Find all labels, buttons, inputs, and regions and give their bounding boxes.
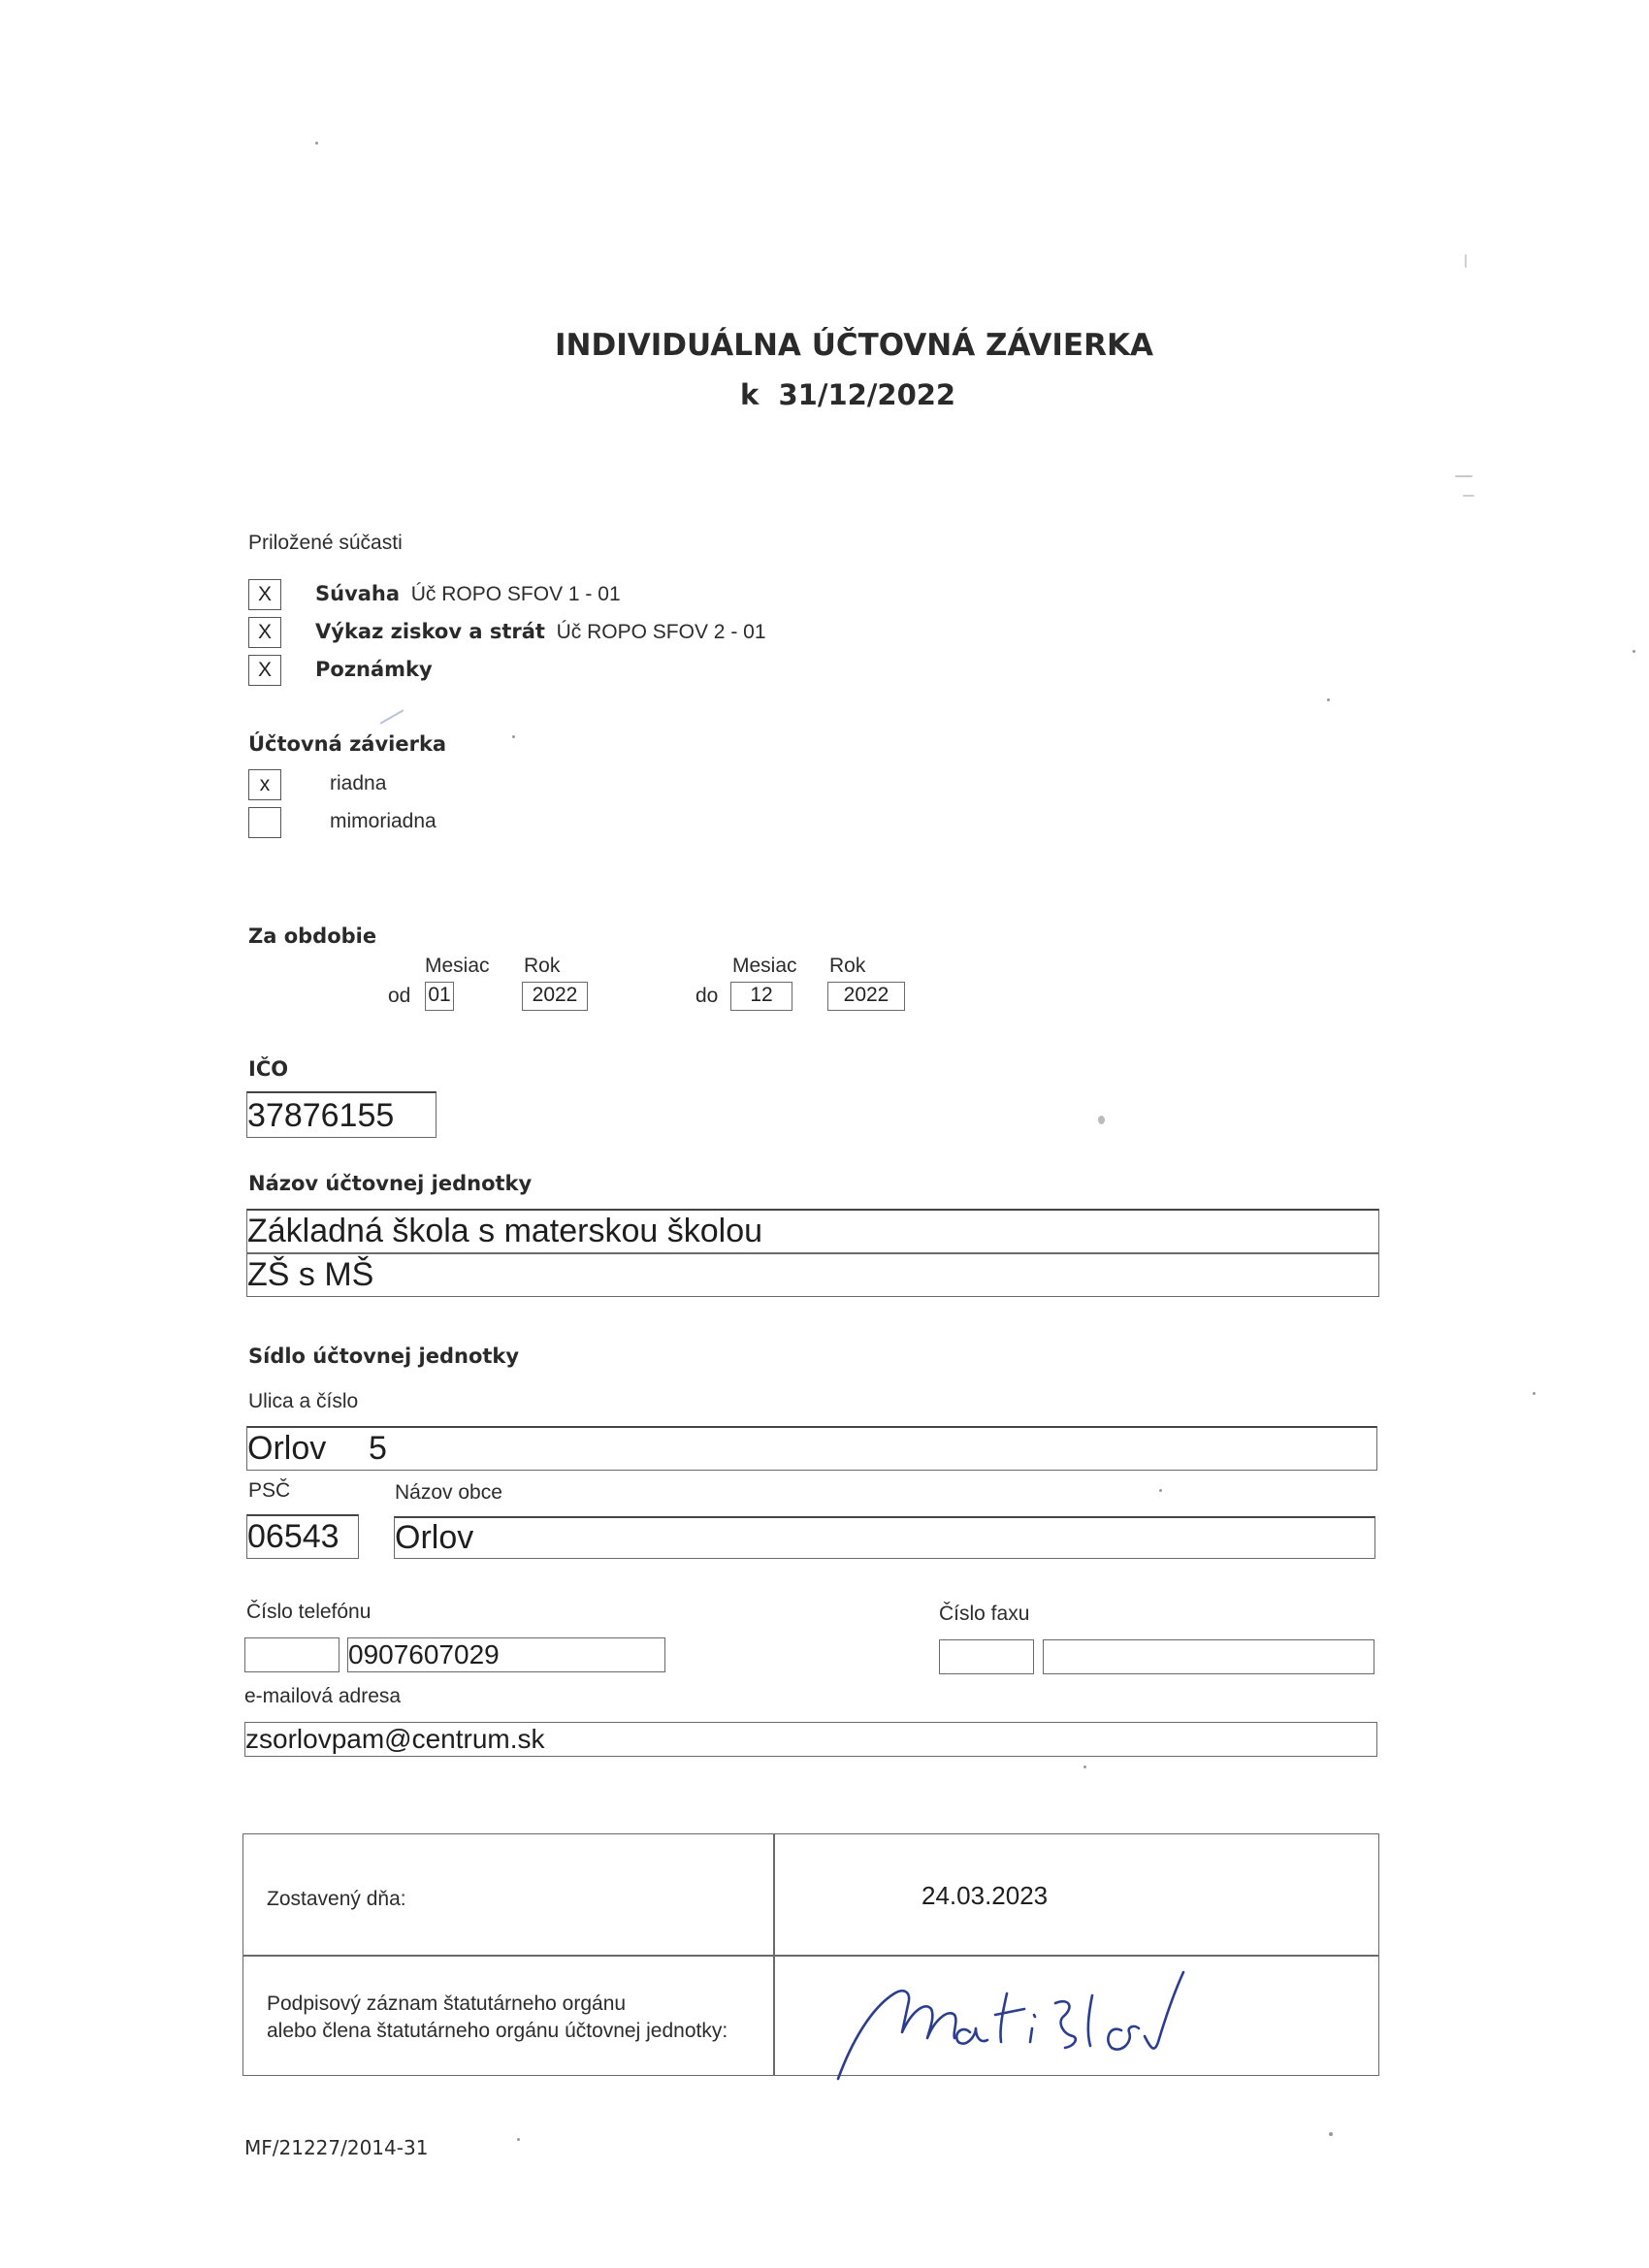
attachment-name: Výkaz ziskov a strát xyxy=(315,620,545,643)
closing-type-heading: Účtovná závierka xyxy=(248,732,447,756)
scan-speck xyxy=(1633,650,1635,653)
scan-speck xyxy=(1327,698,1330,701)
phone-label: Číslo telefónu xyxy=(246,1601,372,1623)
scan-speck xyxy=(1159,1489,1162,1492)
street-field[interactable] xyxy=(246,1426,1377,1471)
compiled-date-label: Zostavený dňa: xyxy=(267,1888,406,1910)
seat-heading: Sídlo účtovnej jednotky xyxy=(248,1345,520,1368)
ico-label: IČO xyxy=(248,1057,289,1081)
psc-value: 06543 xyxy=(247,1518,340,1555)
email-value: zsorlovpam@centrum.sk xyxy=(245,1724,545,1754)
period-heading: Za obdobie xyxy=(248,924,377,948)
signature-stroke xyxy=(1108,2026,1139,2050)
attachment-name: Poznámky xyxy=(315,658,433,681)
period-to-year-label: Rok xyxy=(829,955,866,977)
attachment-checkbox-suvaha[interactable]: X xyxy=(248,579,281,610)
signature-stroke xyxy=(995,1993,1024,2042)
handwritten-signature xyxy=(824,1964,1212,2086)
email-label: e-mailová adresa xyxy=(244,1685,402,1707)
compiled-date-value: 24.03.2023 xyxy=(922,1881,1049,1910)
phone-value: 0907607029 xyxy=(348,1639,500,1669)
fax-label: Číslo faxu xyxy=(939,1603,1030,1625)
scan-speck xyxy=(379,709,404,725)
period-to-month-label: Mesiac xyxy=(732,955,797,977)
signature-stroke xyxy=(956,2028,987,2044)
attachment-row-poznamky xyxy=(315,658,433,682)
scan-speck xyxy=(315,142,318,145)
signature-stroke xyxy=(1088,1995,1092,2046)
entity-name-line2: ZŠ s MŠ xyxy=(247,1256,374,1293)
date-prefix: k xyxy=(740,378,760,411)
street-label: Ulica a číslo xyxy=(248,1390,359,1412)
city-label: Názov obce xyxy=(395,1481,502,1504)
city-value: Orlov xyxy=(395,1519,474,1556)
scan-speck xyxy=(512,735,515,738)
signature-table-horizontal-divider xyxy=(242,1955,1379,1957)
period-from-month-field[interactable]: 01 xyxy=(425,982,454,1011)
attachment-code: Úč ROPO SFOV 1 - 01 xyxy=(410,583,621,605)
document-title: INDIVIDUÁLNA ÚČTOVNÁ ZÁVIERKA xyxy=(555,328,1153,363)
signature-stroke xyxy=(1030,2015,1035,2042)
period-from-month-label: Mesiac xyxy=(425,955,490,977)
scan-speck xyxy=(1098,1116,1105,1124)
entity-name-label: Názov účtovnej jednotky xyxy=(248,1172,533,1195)
ico-value: 37876155 xyxy=(247,1097,395,1134)
signature-stroke xyxy=(1055,2001,1076,2048)
attachment-row-suvaha xyxy=(315,582,621,606)
city-field[interactable] xyxy=(394,1516,1375,1559)
attachments-heading: Priložené súčasti xyxy=(248,532,403,554)
signature-stroke xyxy=(1145,1972,1183,2049)
entity-name-line1: Základná škola s materskou školou xyxy=(247,1213,763,1249)
signature-label-line2: alebo člena štatutárneho orgánu účtovnej jednotky: xyxy=(267,2020,728,2042)
period-from-year-label: Rok xyxy=(524,955,561,977)
scan-speck xyxy=(1329,2132,1333,2136)
closing-date: 31/12/2022 xyxy=(778,378,956,411)
scan-speck xyxy=(1463,495,1474,497)
closing-type-label-mimoriadna: mimoriadna xyxy=(330,810,436,832)
closing-type-label-riadna: riadna xyxy=(330,772,387,794)
street-number: 5 xyxy=(369,1430,387,1467)
period-to-year-field[interactable]: 2022 xyxy=(827,982,905,1011)
psc-label: PSČ xyxy=(248,1479,291,1502)
period-from-year-field[interactable]: 2022 xyxy=(522,982,588,1011)
attachment-code: Úč ROPO SFOV 2 - 01 xyxy=(556,621,766,643)
period-to-month-field[interactable]: 12 xyxy=(730,982,792,1011)
scan-speck xyxy=(1465,254,1467,268)
fax-prefix-field[interactable] xyxy=(939,1639,1034,1674)
street-value: Orlov xyxy=(247,1430,327,1467)
closing-type-checkbox-riadna[interactable]: x xyxy=(248,769,281,800)
fax-field[interactable] xyxy=(1043,1639,1374,1674)
attachment-row-vykaz xyxy=(315,620,766,644)
attachment-name: Súvaha xyxy=(315,582,401,605)
entity-name-field-line2[interactable] xyxy=(246,1253,1379,1297)
closing-date-line xyxy=(740,378,955,411)
scan-speck xyxy=(1083,1766,1086,1768)
period-from-label: od xyxy=(388,985,411,1007)
scan-speck xyxy=(1455,475,1472,477)
signature-stroke xyxy=(838,1991,955,2079)
form-code: MF/21227/2014-31 xyxy=(244,2136,429,2159)
phone-prefix-field[interactable] xyxy=(244,1637,340,1672)
scan-speck xyxy=(517,2138,520,2141)
attachment-checkbox-vykaz[interactable]: X xyxy=(248,617,281,648)
period-to-label: do xyxy=(695,985,719,1007)
signature-label-line1: Podpisový záznam štatutárneho orgánu xyxy=(267,1993,627,2015)
scan-speck xyxy=(1533,1392,1536,1395)
attachment-checkbox-poznamky[interactable]: X xyxy=(248,655,281,686)
closing-type-checkbox-mimoriadna[interactable] xyxy=(248,807,281,838)
